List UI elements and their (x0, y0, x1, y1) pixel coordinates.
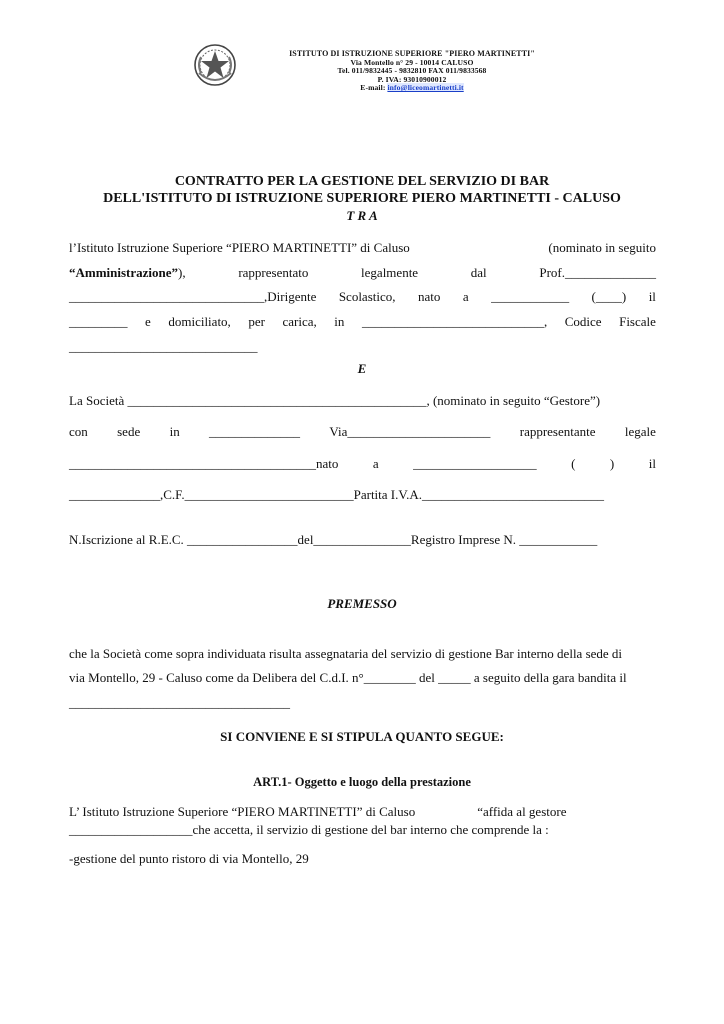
party1-domicile-field: ____________________________, (361, 314, 548, 329)
party2-word: sede (117, 424, 141, 439)
email-link[interactable]: info@liceomartinetti.it (387, 83, 464, 93)
letterhead (252, 50, 572, 93)
art1-entrusts: “affida al gestore (477, 804, 567, 819)
party1-nominated: (nominato in seguito (548, 240, 656, 255)
tra-label: T R A (346, 208, 378, 223)
party1-institute: l’Istituto Istruzione Superiore “PIERO MARTINETTI” di Caluso (69, 240, 410, 255)
party2-word: ( (571, 456, 576, 471)
stipula-heading: SI CONVIENE E SI STIPULA QUANTO SEGUE: (220, 729, 504, 744)
party2-company-line: La Società ______________________________________________, (nominato in seguito “Gestore”) (69, 393, 601, 408)
party1-word: legalmente (361, 265, 419, 280)
party1-word: dal (470, 265, 487, 280)
party2-word: in (169, 424, 180, 439)
party2-city-field: ______________ (209, 424, 301, 439)
administration-label: “Amministrazione” (69, 265, 179, 280)
party2-birthplace-field: ___________________ (413, 456, 537, 471)
art1-line3: -gestione del punto ristoro di via Montello, 29 (69, 851, 309, 866)
party2-registration-line: N.Iscrizione al R.E.C. _________________del_______________Registro Imprese N. ____________ (69, 532, 598, 547)
party1-province-field: (____) (591, 289, 627, 304)
premesso-line1: che la Società come sopra individuata risulta assegnataria del servizio di gestione Bar interno della sede di (69, 646, 623, 661)
letterhead-phone-fax: Tel. 011/9832445 - 9832810 FAX 011/9833568 (337, 66, 487, 76)
party2-street-field: Via______________________ (329, 424, 491, 439)
art1-heading: ART.1- Oggetto e luogo della prestazione (253, 775, 471, 789)
premesso-line2: via Montello, 29 - Caluso come da Delibera del C.d.I. n°________ del _____ a seguito della gara bandita il (69, 670, 627, 685)
party1-word: carica, (282, 314, 317, 329)
party2-word: il (648, 456, 656, 471)
party2-word: con (69, 424, 88, 439)
party2-word: rappresentante (519, 424, 596, 439)
italian-republic-emblem-icon (193, 43, 237, 87)
party1-line3 (69, 289, 656, 305)
party1-director-field: ______________________________,Dirigente (69, 289, 317, 304)
letterhead-school-name: ISTITUTO DI ISTRUZIONE SUPERIORE "PIERO MARTINETTI" (289, 49, 535, 58)
administration-suffix: ), (178, 265, 186, 280)
party1-word: Fiscale (619, 314, 656, 329)
party1-word: rappresentato (238, 265, 309, 280)
party1-word: Scolastico, (338, 289, 396, 304)
party1-prof-field: Prof.______________ (539, 265, 656, 280)
party1-word: a (462, 289, 469, 304)
party1-administration (69, 265, 186, 281)
party2-word: legale (624, 424, 656, 439)
art1-line1 (69, 804, 566, 820)
party1-birthplace-field: ____________ (491, 289, 570, 304)
letterhead-vat: P. IVA: 93010900012 (377, 74, 447, 84)
party2-line3 (69, 456, 656, 472)
party1-word: nato (417, 289, 441, 304)
party1-word: in (334, 314, 345, 329)
premesso-heading: PREMESSO (327, 596, 397, 611)
letterhead-email-line (252, 84, 572, 93)
party1-line1 (69, 240, 656, 256)
party2-representative-field: ______________________________________nato (69, 456, 339, 471)
party1-word: Codice (564, 314, 602, 329)
party1-word: e (145, 314, 151, 329)
party2-line2 (69, 424, 656, 440)
letterhead-address: Via Montello n° 29 - 10014 CALUSO (350, 57, 474, 67)
art1-line2: ___________________che accetta, il servizio di gestione del bar interno che comprende la : (69, 822, 549, 837)
party1-line2 (69, 265, 656, 281)
email-label: E-mail: (360, 83, 386, 93)
contract-title-line2: DELL'ISTITUTO DI ISTRUZIONE SUPERIORE PIERO MARTINETTI - CALUSO (103, 191, 621, 206)
premesso-line3: __________________________________ (69, 695, 290, 710)
party2-tax-line: ______________,C.F.__________________________Partita I.V.A.____________________________ (69, 487, 604, 502)
e-label: E (357, 361, 367, 376)
party1-fiscal-code-field: _____________________________ (69, 339, 258, 354)
art1-institute: L’ Istituto Istruzione Superiore “PIERO MARTINETTI” di Caluso (69, 804, 416, 819)
party1-word: il (648, 289, 656, 304)
party1-word: domiciliato, (168, 314, 231, 329)
party1-line4 (69, 314, 656, 330)
contract-title-line1: CONTRATTO PER LA GESTIONE DEL SERVIZIO DI BAR (174, 174, 550, 189)
party1-birthdate-field: _________ (69, 314, 128, 329)
party1-word: per (248, 314, 265, 329)
party2-word: ) (609, 456, 615, 471)
party2-word: a (372, 456, 379, 471)
